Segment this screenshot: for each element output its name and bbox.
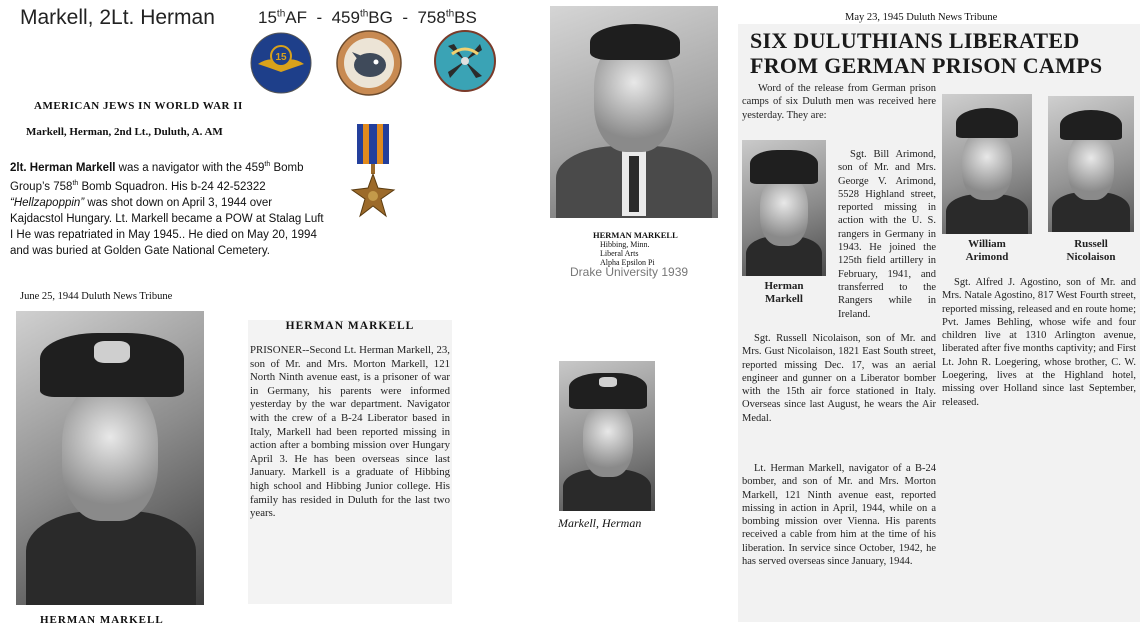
portrait-1944 xyxy=(16,311,204,605)
photo-russell-nicolaison xyxy=(1048,96,1134,232)
unit-line xyxy=(258,8,477,28)
bio-text: was shot down on April 3, 1944 over Kajdacstol Hungary. Lt. Markell became a POW at Stalag Luft I He was repatriated in May 1945.. He died on May 20, 1994 and was buried at Golden Gate National Cemetery. xyxy=(10,196,324,257)
af-number: 15 xyxy=(258,8,277,27)
aviator-photo xyxy=(559,361,655,511)
aviator-photo-caption: Markell, Herman xyxy=(558,516,642,530)
bio-sup: th xyxy=(72,179,79,187)
cap-badge-icon xyxy=(599,377,617,387)
headline-line-1: SIX DULUTHIANS LIBERATED xyxy=(750,28,1080,53)
book-entry: Markell, Herman, 2nd Lt., Duluth, A. AM xyxy=(26,126,223,138)
headline-line-2: FROM GERMAN PRISON CAMPS xyxy=(750,53,1103,78)
caption-russell-nicolaison: Russell Nicolaison xyxy=(1066,238,1116,263)
bs-suffix: th xyxy=(445,8,455,20)
bg-suffix: th xyxy=(359,8,369,20)
15th-air-force-patch-icon xyxy=(250,32,312,99)
article-1945-markell-para: Lt. Herman Markell, navigator of a B-24 bomber, and son of Mr. and Mrs. Morton Markell, 121 Ninth avenue east, reported missing in action in April, 1944, while on a bombing mission over Vienna. His parents received a cable from him at the time of his liberation. In service since October, 1942, he has served overseas since January, 1944. xyxy=(742,463,939,568)
caption-herman-markell: Herman Markell xyxy=(764,280,804,305)
yearbook-source: Drake University 1939 xyxy=(570,265,689,279)
bg-number: 459 xyxy=(331,8,360,27)
459th-bomb-group-patch-icon xyxy=(336,30,402,101)
af-label: AF xyxy=(285,8,307,27)
caption-william-arimond: William Arimond xyxy=(965,238,1009,263)
article-1944 xyxy=(248,320,452,604)
af-suffix: th xyxy=(276,8,286,20)
article-1944-heading: HERMAN MARKELL xyxy=(285,320,415,332)
portrait-1944-caption: HERMAN MARKELL xyxy=(40,614,164,626)
bio-name: 2lt. Herman Markell xyxy=(10,161,116,174)
cap-badge-icon xyxy=(94,341,130,363)
separator: - xyxy=(316,8,323,27)
article-1945-arimond-para: Sgt. Bill Arimond, son of Mr. and Mrs. George V. Arimond, 5528 Highland street, reported missing in action with the U. S. rangers in Germany in 1943. He joined the 125th field artillery in February, 1941, and transferred to the Rangers while in Ireland. xyxy=(838,149,939,320)
bs-number: 758 xyxy=(417,8,446,27)
book-heading: AMERICAN JEWS IN WORLD WAR II xyxy=(34,100,243,112)
bio-plane-name: “Hellzapoppin” xyxy=(10,196,85,209)
yearbook-caption-details: Hibbing, Minn. Liberal Arts Alpha Epsilon Pi xyxy=(600,240,655,267)
photo-herman-markell xyxy=(742,140,826,276)
photo-william-arimond xyxy=(942,94,1032,234)
bio-text: Bomb Group’s 758 xyxy=(10,161,304,193)
article-1945-agostino-para: Sgt. Alfred J. Agostino, son of Mr. and Mrs. Natale Agostino, 817 West Fourth street, reported missing, released and en route home; Pvt. James Behling, whose wife and four children live at 1310 Arlington avenue, liberated after five months captivity; and First Lt. John R. Loegering, whose brother, C. W. Loegering, lives at the Highland hotel, missing over Holland since last September, released. xyxy=(942,277,1139,408)
bio-sup: th xyxy=(264,161,271,168)
758th-bomb-squadron-patch-icon xyxy=(434,30,496,97)
article-1945 xyxy=(738,24,1140,622)
bio-text: was a navigator with the 459 xyxy=(115,161,265,174)
article-1945-source: May 23, 1945 Duluth News Tribune xyxy=(845,12,998,23)
page-title: Markell, 2Lt. Herman xyxy=(20,6,215,29)
article-1944-source: June 25, 1944 Duluth News Tribune xyxy=(20,291,173,302)
bg-label: BG xyxy=(368,8,393,27)
bio-text: Bomb Squadron. His b-24 42-52322 xyxy=(78,180,266,193)
article-1944-body: PRISONER--Second Lt. Herman Markell, 23, son of Mr. and Mrs. Morton Markell, 121 North Ninth avenue east, is a prisoner of war in Germany, his parents were informed yesterday by the war department. Navigator with the crew of a B-24 Liberator based in Italy, Markell had been reported missing in action after a bombing mission over Hungary April 3. He has been overseas since last January. Markell is a graduate of Hibbing high school and Hibbing Junior college. His family has resided in Duluth for the last two years. xyxy=(250,344,450,520)
yearbook-photo xyxy=(550,6,718,218)
article-1945-intro: Word of the release from German prison camps of six Duluth men was received here yesterday. They are: xyxy=(742,83,939,121)
yearbook-caption-name: HERMAN MARKELL xyxy=(593,230,678,240)
air-medal-icon xyxy=(348,124,398,233)
svg-text:15: 15 xyxy=(275,52,287,63)
bs-label: BS xyxy=(454,8,477,27)
article-1945-nicolaison-para: Sgt. Russell Nicolaison, son of Mr. and Mrs. Gust Nicolaison, 1821 East South street, reported missing Dec. 17, was an aerial engineer and gunner on a Liberator bomber with the 15th air force stationed in Italy. Overseas since last August, he wears the Air Medal. xyxy=(742,333,939,424)
separator: - xyxy=(402,8,408,27)
bio-paragraph xyxy=(10,157,328,259)
